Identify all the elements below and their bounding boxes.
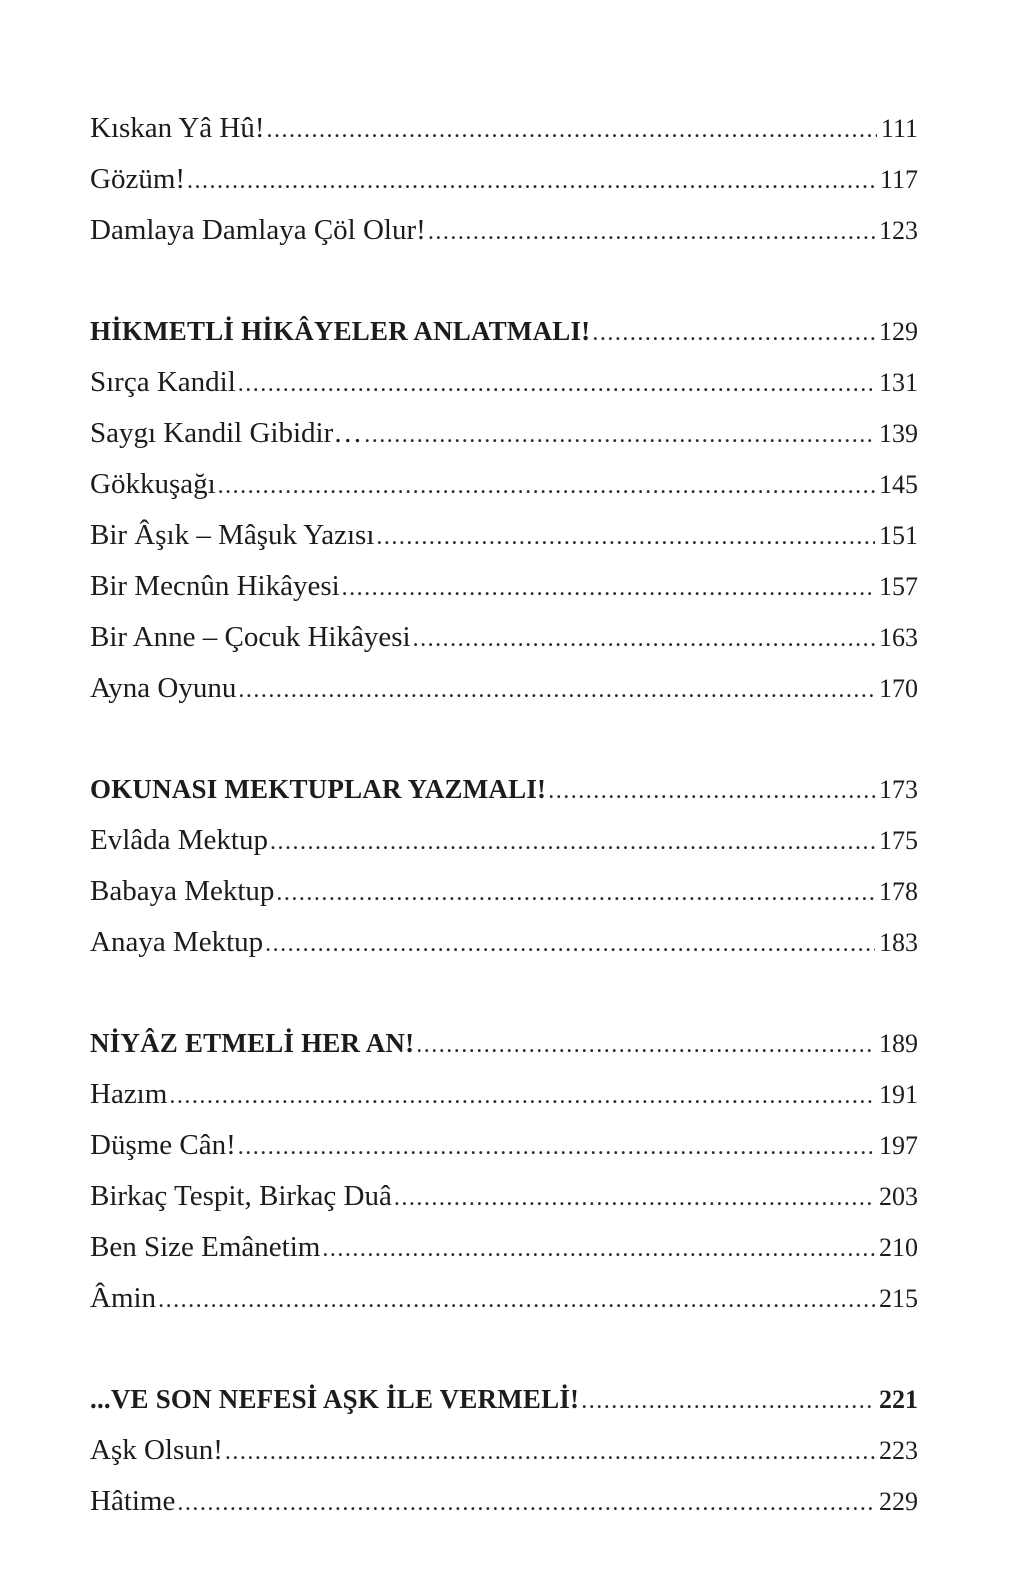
toc-entry bbox=[90, 917, 918, 968]
toc-entry-page: 151 bbox=[879, 521, 918, 550]
toc-entry-title: Sırça Kandil bbox=[90, 366, 236, 398]
toc-entry-title: Ayna Oyunu bbox=[90, 672, 237, 704]
toc-section-page: 189 bbox=[879, 1029, 918, 1058]
dot-leader bbox=[394, 1173, 875, 1224]
toc-entry bbox=[90, 866, 918, 917]
dot-leader bbox=[238, 665, 875, 716]
toc-entry-title: Hâtime bbox=[90, 1485, 176, 1517]
toc-entry-page: 197 bbox=[879, 1131, 918, 1160]
toc-entry-page: 183 bbox=[879, 928, 918, 957]
toc-section-heading bbox=[90, 306, 918, 357]
toc-entry-page: 210 bbox=[879, 1233, 918, 1262]
toc-entry-page: 139 bbox=[879, 419, 918, 448]
dot-leader bbox=[270, 817, 875, 868]
toc-entry-page: 163 bbox=[879, 623, 918, 652]
toc-entry bbox=[90, 205, 918, 256]
toc-entry-title: Bir Âşık – Mâşuk Yazısı bbox=[90, 519, 375, 551]
toc-entry bbox=[90, 510, 918, 561]
toc-section-title: NİYÂZ ETMELİ HER AN! bbox=[90, 1028, 415, 1058]
toc-section-title: OKUNASI MEKTUPLAR YAZMALI! bbox=[90, 774, 547, 804]
toc-entry-page: 157 bbox=[879, 572, 918, 601]
toc-entry-title: Düşme Cân! bbox=[90, 1129, 236, 1161]
toc-entry-title: Bir Mecnûn Hikâyesi bbox=[90, 570, 340, 602]
dot-leader bbox=[592, 308, 875, 359]
dot-leader bbox=[267, 105, 877, 156]
dot-leader bbox=[265, 919, 875, 970]
toc-entry-page: 111 bbox=[880, 114, 918, 143]
toc-entry bbox=[90, 815, 918, 866]
toc-entry-page: 191 bbox=[879, 1080, 918, 1109]
toc-entry-title: Ben Size Emânetim bbox=[90, 1231, 321, 1263]
dot-leader bbox=[342, 563, 875, 614]
toc-entry-title: Gökkuşağı bbox=[90, 468, 216, 500]
dot-leader bbox=[169, 1071, 875, 1122]
toc-entry bbox=[90, 1222, 918, 1273]
toc-entry bbox=[90, 154, 918, 205]
dot-leader bbox=[581, 1376, 875, 1427]
toc-entry-title: Anaya Mektup bbox=[90, 926, 264, 958]
toc-entry bbox=[90, 103, 918, 154]
toc-entry bbox=[90, 561, 918, 612]
dot-leader bbox=[238, 1122, 875, 1173]
table-of-contents bbox=[90, 103, 918, 1527]
dot-leader bbox=[225, 1427, 875, 1478]
toc-entry-title: Gözüm! bbox=[90, 163, 186, 195]
dot-leader bbox=[158, 1275, 875, 1326]
toc-entry bbox=[90, 408, 918, 459]
toc-entry-title: Evlâda Mektup bbox=[90, 824, 268, 856]
toc-entry-title: Birkaç Tespit, Birkaç Duâ bbox=[90, 1180, 392, 1212]
dot-leader bbox=[416, 1020, 875, 1071]
dot-leader bbox=[177, 1478, 875, 1529]
dot-leader bbox=[218, 461, 875, 512]
toc-entry-page: 117 bbox=[879, 165, 918, 194]
toc-entry bbox=[90, 1069, 918, 1120]
dot-leader bbox=[276, 868, 875, 919]
toc-entry bbox=[90, 357, 918, 408]
toc-entry-page: 223 bbox=[879, 1436, 918, 1465]
toc-entry bbox=[90, 459, 918, 510]
toc-entry bbox=[90, 1120, 918, 1171]
toc-entry-page: 203 bbox=[879, 1182, 918, 1211]
toc-entry-page: 123 bbox=[879, 216, 918, 245]
toc-section-page: 221 bbox=[879, 1385, 918, 1414]
dot-leader bbox=[238, 359, 875, 410]
dot-leader bbox=[548, 766, 875, 817]
toc-entry-page: 215 bbox=[879, 1284, 918, 1313]
dot-leader bbox=[376, 512, 875, 563]
dot-leader bbox=[428, 207, 875, 258]
toc-section-page: 129 bbox=[879, 317, 918, 346]
toc-entry bbox=[90, 663, 918, 714]
toc-entry bbox=[90, 1273, 918, 1324]
toc-entry-title: Kıskan Yâ Hû! bbox=[90, 112, 265, 144]
toc-entry-title: Aşk Olsun! bbox=[90, 1434, 223, 1466]
toc-entry-page: 175 bbox=[879, 826, 918, 855]
toc-entry bbox=[90, 1171, 918, 1222]
toc-entry-page: 145 bbox=[879, 470, 918, 499]
toc-section-title: HİKMETLİ HİKÂYELER ANLATMALI! bbox=[90, 316, 591, 346]
toc-entry-page: 229 bbox=[879, 1487, 918, 1516]
toc-entry-page: 178 bbox=[879, 877, 918, 906]
dot-leader bbox=[187, 156, 876, 207]
toc-entry bbox=[90, 1476, 918, 1527]
toc-entry-page: 170 bbox=[879, 674, 918, 703]
toc-entry-title: Babaya Mektup bbox=[90, 875, 275, 907]
dot-leader bbox=[322, 1224, 875, 1275]
toc-entry-title: Saygı Kandil Gibidir… bbox=[90, 417, 363, 449]
toc-entry-title: Hazım bbox=[90, 1078, 168, 1110]
toc-entry bbox=[90, 612, 918, 663]
dot-leader bbox=[364, 410, 875, 461]
toc-entry-title: Damlaya Damlaya Çöl Olur! bbox=[90, 214, 426, 246]
toc-section-title: ...VE SON NEFESİ AŞK İLE VERMELİ! bbox=[90, 1384, 580, 1414]
dot-leader bbox=[413, 614, 875, 665]
toc-entry bbox=[90, 1425, 918, 1476]
toc-section-heading bbox=[90, 1018, 918, 1069]
toc-section-heading bbox=[90, 1374, 918, 1425]
toc-entry-title: Bir Anne – Çocuk Hikâyesi bbox=[90, 621, 411, 653]
toc-entry-title: Âmin bbox=[90, 1282, 157, 1314]
toc-section-page: 173 bbox=[879, 775, 918, 804]
toc-section-heading bbox=[90, 764, 918, 815]
toc-entry-page: 131 bbox=[879, 368, 918, 397]
